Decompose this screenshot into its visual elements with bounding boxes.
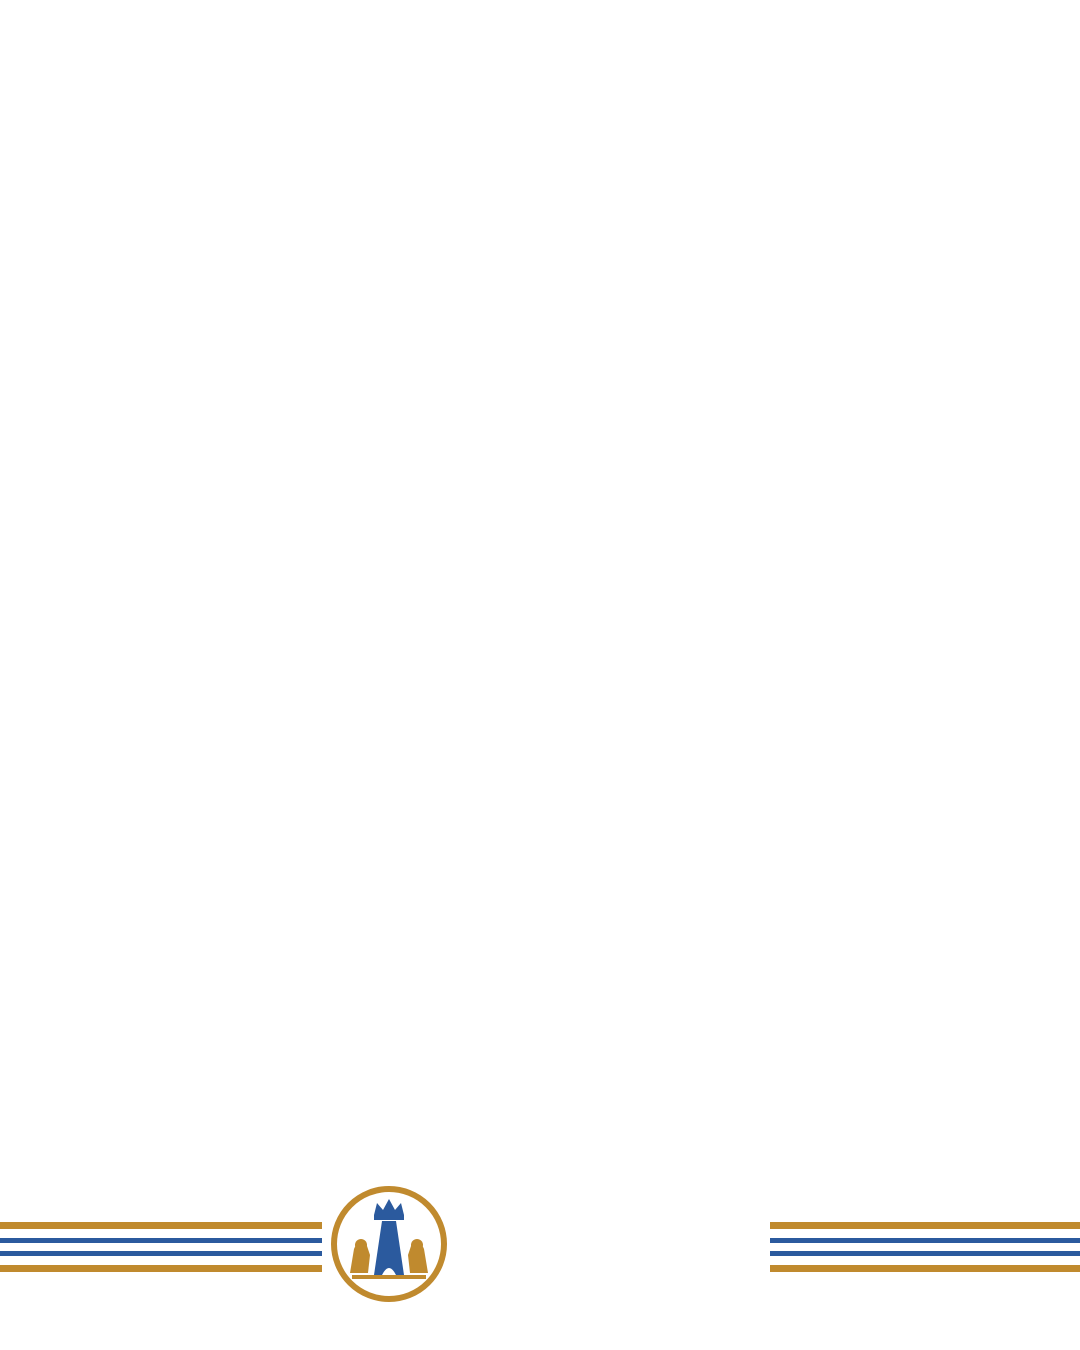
fireworks-illustration-grid [30, 650, 300, 990]
fireworks-illustration-grid [550, 72, 960, 372]
footer-stripes [0, 1218, 1080, 1288]
brand-logo [330, 1185, 448, 1303]
footer-stripes-left [0, 1222, 322, 1272]
footer-stripes-right [770, 1222, 1080, 1272]
